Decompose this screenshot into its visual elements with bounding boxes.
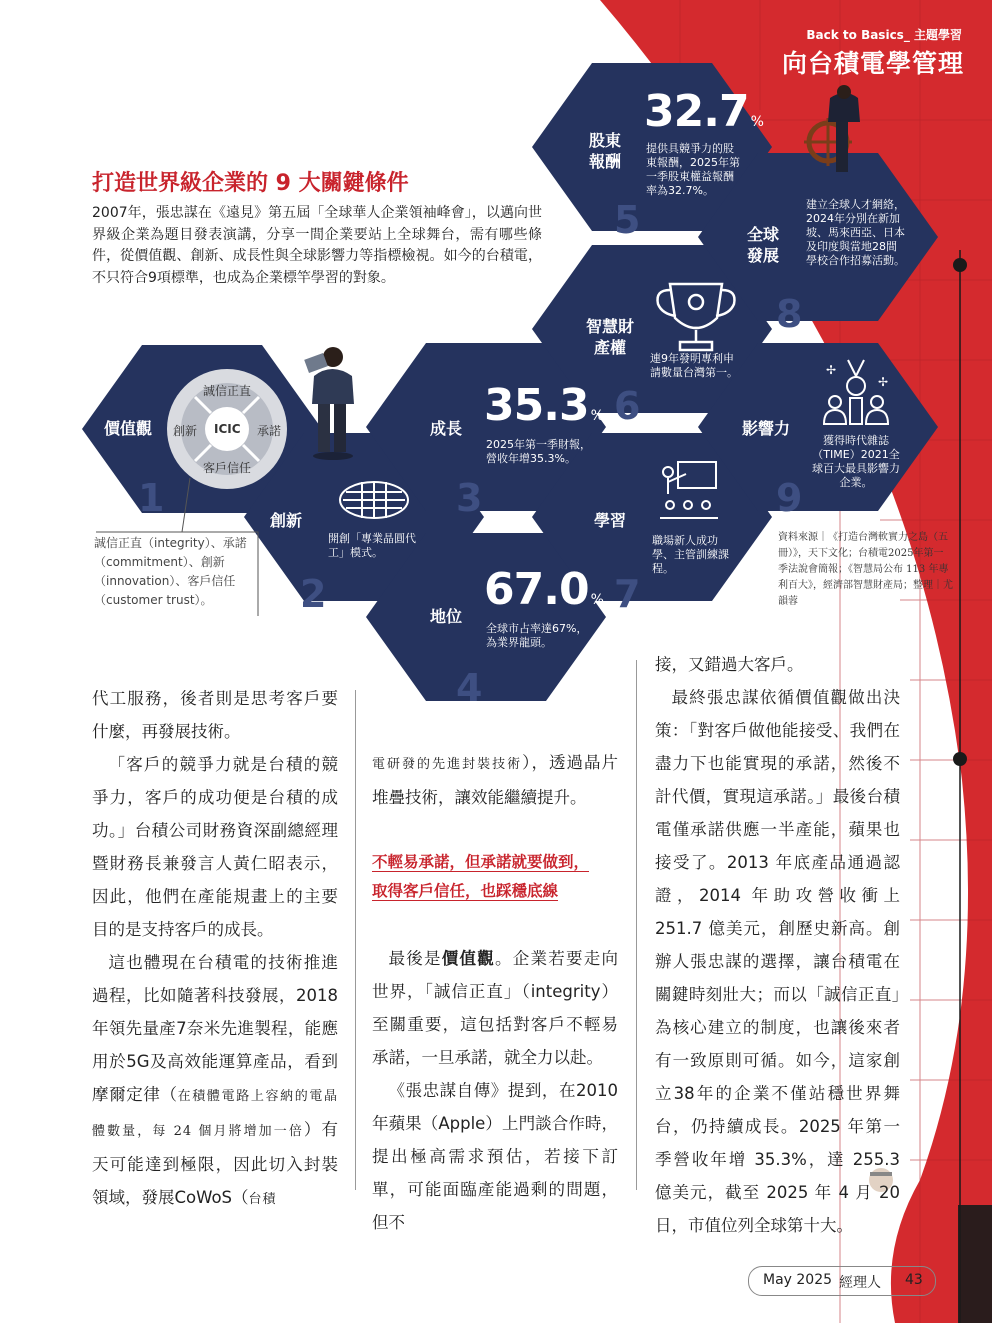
icic-innovation: 創新 — [173, 424, 198, 438]
hex-number-6: 6 — [614, 384, 641, 428]
wafer-icon — [340, 482, 408, 518]
section-title: 向台積電學管理 — [781, 49, 964, 78]
col2-paragraph-3: 《張忠謀自傳》提到，在2010年蘋果（Apple）上門談合作時，提出極高需求預估，若接下訂單，可能面臨產能過剩的問題，但不 — [372, 1081, 618, 1232]
page-footer — [748, 1266, 936, 1296]
icic-center: ICIC — [214, 422, 241, 436]
svg-text:✢: ✢ — [826, 363, 837, 377]
section-kicker: Back to Basics_ 主題學習 — [806, 28, 962, 42]
hex-label-value: 價值觀 — [104, 419, 153, 438]
body-column-3 — [655, 648, 900, 1242]
hex-stat-shareholder: 32.7 % — [644, 86, 763, 137]
hex-label-learning: 學習 — [594, 511, 627, 530]
hex-label-innovation: 創新 — [270, 511, 303, 530]
icic-integrity: 誠信正直 — [203, 384, 252, 398]
col2-paragraph-1: 電研發的先進封裝技術），透過晶片堆疊技術，讓效能繼續提升。 — [372, 753, 618, 807]
icic-note: 誠信正直（integrity）、承諾（commitment）、創新（innovation）、客戶信任（customer trust）。 — [94, 536, 247, 607]
col1-paragraph-1: 代工服務，後者則是思考客戶要什麼，再發展技術。 — [92, 689, 338, 741]
icic-customer-trust: 客戶信任 — [203, 461, 252, 475]
hex-text-influence: 獲得時代雜誌（TIME）2021全球百大最具影響力企業。 — [812, 434, 900, 489]
footer-page-number: 43 — [905, 1272, 923, 1288]
hex-text-ip: 連9年發明專利申請數量台灣第一。 — [650, 352, 738, 379]
hex-number-1: 1 — [138, 476, 165, 520]
col1-paragraph-3: 這也體現在台積電的技術推進過程，比如隨著科技發展，2018年領先量產7奈米先進製程，能應用於5G及高效能運算產品，看到摩爾定律（在積體電路上容納的電晶體數量，每 24 個月將增加一倍）有天可能達到極限，因此切入封裝領域，發展CoWoS（台積 — [92, 953, 339, 1207]
hex-number-2: 2 — [300, 572, 327, 616]
decorative-dot-top — [953, 258, 967, 272]
hex-text-growth: 2025年第一季財報，營收年增35.3%。 — [486, 438, 591, 465]
icic-commitment: 承諾 — [257, 424, 282, 438]
pull-quote: 不輕易承諾，但承諾就要做到， 取得客戶信任，也踩穩底線 — [372, 853, 590, 900]
hex-number-8: 8 — [776, 292, 803, 336]
hex-number-9: 9 — [776, 476, 803, 520]
col3-paragraph-2: 最終張忠謀依循價值觀做出決策：「對客戶做他能接受、我們在盡力下也能實現的承諾，然後不計代價，實現這承諾。」最後台積電僅承諾供應一半產能，蘋果也接受了。2013 年底產品通過認證，2014 年助攻營收衝上 251.7 億美元，創歷史新高。創辦人張忠謀的選擇，讓台積電在關鍵時刻壯大；而以「誠信正直」為核心建立的制度，也讓後來者有一致原則可循。如今，這家創立38年的企業不僅站穩世界舞台，仍持續成長。2025 年第一季營收年增 35.3%，達 255.3 億美元，截至 2025 年 4 月 20 日，市值位列全球第十大。 — [655, 688, 900, 1235]
hex-number-7: 7 — [614, 572, 641, 616]
svg-text:✢: ✢ — [878, 375, 889, 389]
hex-label-shareholder: 股東報酬 — [588, 131, 621, 171]
article-intro: 2007年，張忠謀在《遠見》第五屆「全球華人企業領袖峰會」，以邁向世界級企業為題目發表演講，分享一間企業要站上全球舞台，需有哪些條件，從價值觀、創新、成長性與全球影響力等指標檢視。如今的台積電，不只符合9項標準，也成為企業標竿學習的對象。 — [92, 205, 542, 286]
footer-date: May 2025 — [763, 1272, 833, 1288]
body-column-2 — [372, 746, 618, 1239]
col1-paragraph-2: 「客戶的競爭力就是台積的競爭力，客戶的成功便是台積的成功。」台積公司財務資深副總經理暨財務長兼發言人黃仁昭表示，因此，他們在產能規畫上的主要目的是支持客戶的成長。 — [92, 755, 338, 939]
hex-text-status: 全球市占率達67%，為業界龍頭。 — [486, 622, 588, 649]
hex-stat-status: 67.0 % — [484, 564, 603, 615]
hex-number-4: 4 — [456, 666, 483, 710]
source-credit: 資料來源｜《打造台灣軟實力之島（五冊）》，天下文化；台積電2025年第一季法說會簡報；《智慧局公布 113 年專利百大》，經濟部智慧財產局；整理｜尤韻蓉 — [778, 532, 953, 607]
hex-text-shareholder: 提供具競爭力的股東報酬，2025年第一季股東權益報酬率為32.7%。 — [646, 142, 740, 197]
body-column-1 — [92, 682, 338, 1216]
decorative-dot-bottom — [953, 752, 967, 766]
column-divider-left — [355, 690, 356, 1190]
hex-label-global: 全球發展 — [746, 225, 779, 265]
col2-paragraph-2: 最後是價值觀。企業若要走向世界，「誠信正直」（integrity）至關重要，這包括對客戶不輕易承諾，一旦承諾，就全力以赴。 — [372, 949, 618, 1067]
dark-band — [958, 1205, 992, 1323]
hex-label-influence: 影響力 — [742, 419, 791, 438]
article-heading: 打造世界級企業的 9 大關鍵條件 — [92, 171, 409, 196]
hex-text-learning: 職場新人成功學、主管訓練課程。 — [652, 534, 729, 575]
col3-paragraph-1: 接，又錯過大客戶。 — [655, 655, 804, 674]
hex-label-status: 地位 — [430, 607, 463, 626]
hex-label-growth: 成長 — [430, 419, 463, 438]
hex-text-innovation: 開創「專業晶圓代工」模式。 — [328, 532, 416, 559]
footer-magazine: 經理人 — [839, 1275, 881, 1291]
hex-number-3: 3 — [456, 476, 483, 520]
hex-stat-growth: 35.3 % — [484, 380, 603, 431]
column-divider-right — [636, 660, 637, 1190]
hex-text-global: 建立全球人才網絡，2024年分別在新加坡、馬來西亞、日本及印度與當地28間學校合作招募活動。 — [806, 198, 905, 267]
hex-number-5: 5 — [614, 198, 641, 242]
hex-label-ip: 智慧財產權 — [586, 317, 635, 357]
